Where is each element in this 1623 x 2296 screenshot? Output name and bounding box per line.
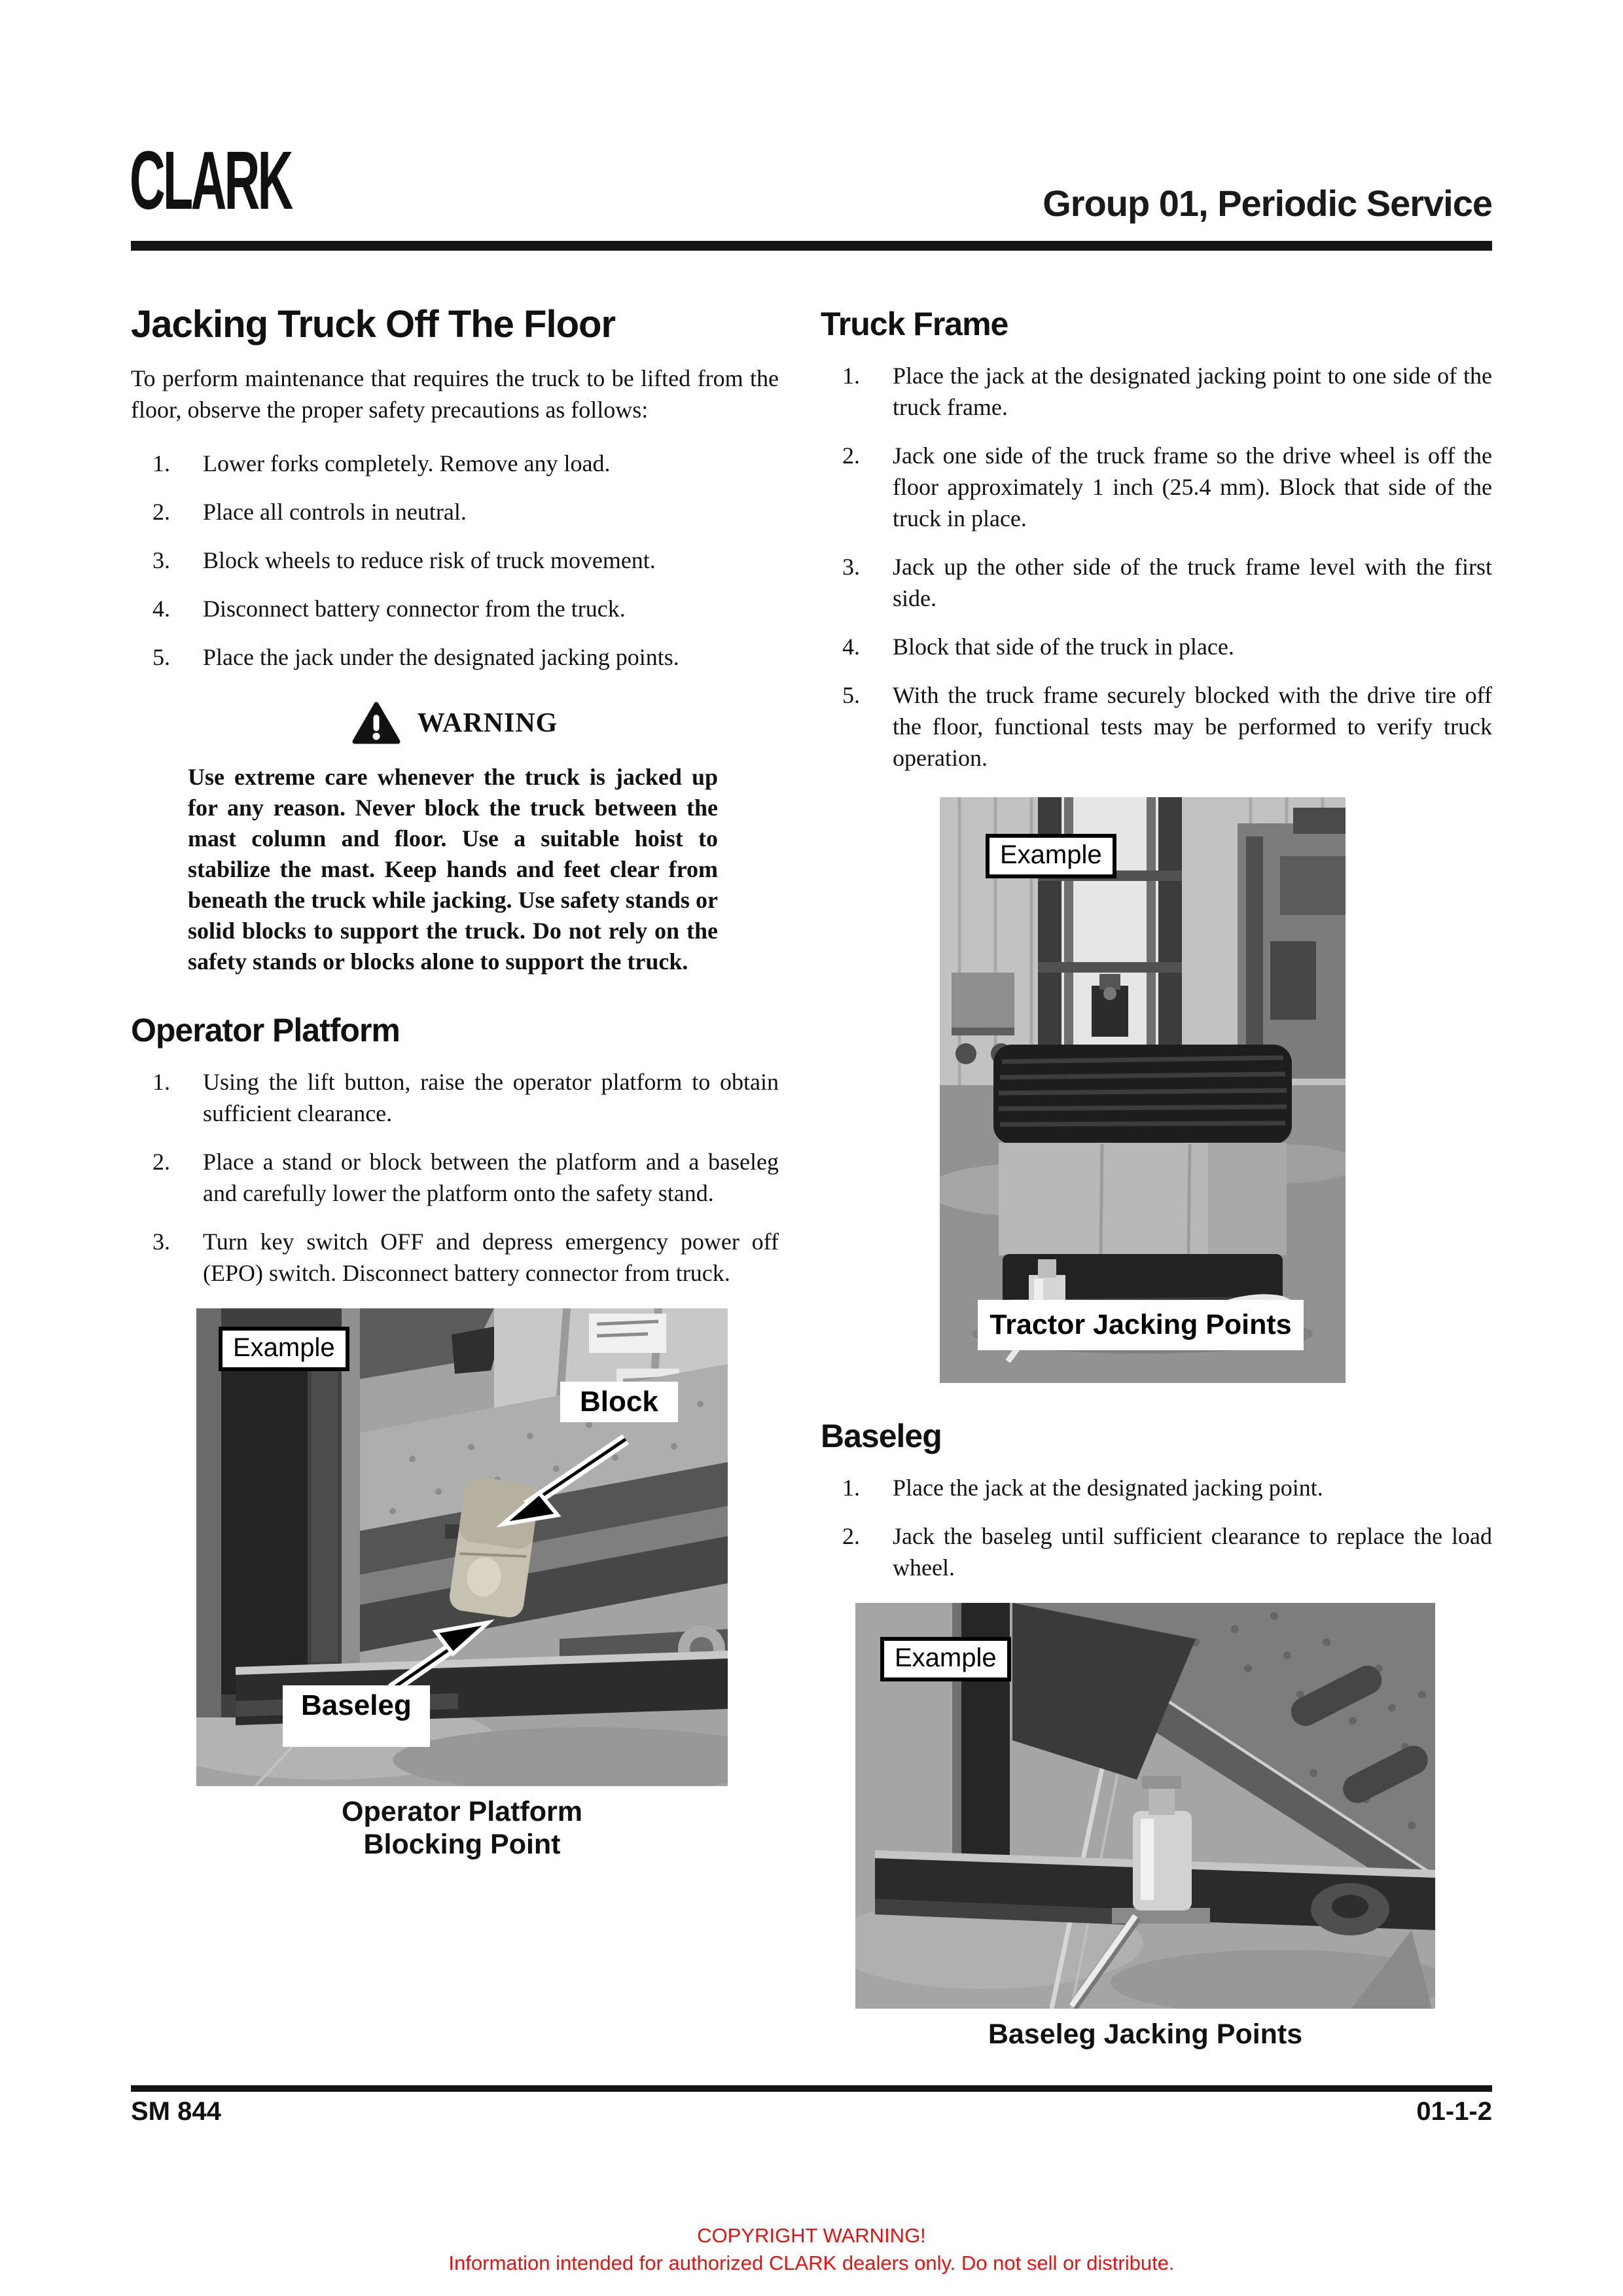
baseleg-label: Baseleg <box>283 1685 430 1747</box>
copyright-warning-line2: Information intended for authorized CLARK dealers only. Do not sell or distribute. <box>448 2251 1175 2274</box>
list-item <box>131 448 779 479</box>
intro-paragraph: To perform maintenance that requires the truck to be lifted from the floor, observe the proper safety precautions as follows: <box>131 365 779 423</box>
list-item-text: Place the jack at the designated jacking point to one side of the truck frame. <box>893 363 1492 420</box>
warning-label: WARNING <box>417 708 558 738</box>
footer-page-code: 01-1-2 <box>1416 2097 1492 2126</box>
figure-caption: Baseleg Jacking Points <box>988 2018 1303 2050</box>
operator-platform-photo-drawing <box>196 1308 728 1786</box>
footer-doc-code: SM 844 <box>131 2097 221 2126</box>
list-item-text: Place a stand or block between the platform and a baseleg and carefully lower the platform onto the safety stand. <box>203 1149 779 1206</box>
jacking-steps-list <box>131 448 779 673</box>
list-item <box>131 496 779 528</box>
list-item-text: Disconnect battery connector from the truck. <box>203 596 626 622</box>
page-header-title: Group 01, Periodic Service <box>1043 183 1492 224</box>
list-item-text: Using the lift button, raise the operator platform to obtain sufficient clearance. <box>203 1069 779 1126</box>
list-item-text: Block that side of the truck in place. <box>893 634 1234 660</box>
list-number: 3. <box>152 1229 170 1255</box>
warning-text: Use extreme care whenever the truck is jacked up for any reason. Never block the truck between the mast column and floor. Use a suitable hoist to stabilize the mast. Keep hands and feet clear from beneath the truck while jacking. Use safety stands or solid blocks to support the truck. Do not rely on the safety stands or blocks alone to support the truck. <box>188 764 718 975</box>
footer-rule <box>131 2085 1492 2092</box>
baseleg-jacking-photo <box>855 1603 1435 2009</box>
list-item-text: Block wheels to reduce risk of truck movement. <box>203 547 656 573</box>
list-item <box>131 1226 779 1289</box>
list-number: 4. <box>842 634 860 660</box>
list-item-text: Place the jack at the designated jacking point. <box>893 1475 1323 1501</box>
operator-platform-photo <box>196 1308 728 1786</box>
list-number: 5. <box>842 682 860 708</box>
list-item-text: Place all controls in neutral. <box>203 499 467 525</box>
section-title-operator-platform: Operator Platform <box>131 1012 400 1049</box>
example-tag: Example <box>880 1637 1011 1681</box>
tractor-caption-box: Tractor Jacking Points <box>978 1300 1304 1350</box>
list-number: 1. <box>842 363 860 389</box>
list-item-text: Turn key switch OFF and depress emergency power off (EPO) switch. Disconnect battery connector from truck. <box>203 1229 779 1286</box>
list-item-text: With the truck frame securely blocked with the drive tire off the floor, functional tests may be performed to verify truck operation. <box>893 682 1492 771</box>
figure-caption: Operator Platform Blocking Point <box>342 1796 582 1860</box>
warning-header <box>131 702 779 745</box>
list-item <box>821 631 1492 662</box>
block-label: Block <box>560 1382 678 1422</box>
list-item <box>821 679 1492 774</box>
baseleg-steps-list <box>821 1472 1492 1583</box>
example-tag: Example <box>219 1327 349 1371</box>
tractor-photo-drawing <box>940 797 1346 1383</box>
list-number: 1. <box>152 1069 170 1095</box>
list-item <box>131 641 779 673</box>
section-title-baseleg: Baseleg <box>821 1418 942 1454</box>
list-item <box>131 1066 779 1129</box>
list-item <box>131 593 779 624</box>
warning-triangle-icon <box>352 702 401 745</box>
tractor-jacking-photo <box>940 797 1346 1383</box>
list-item <box>821 440 1492 534</box>
list-number: 2. <box>152 1149 170 1175</box>
section-title-truck-frame: Truck Frame <box>821 306 1008 342</box>
list-item <box>821 1520 1492 1583</box>
copyright-warning-line1: COPYRIGHT WARNING! <box>697 2224 926 2247</box>
left-column <box>131 242 779 1861</box>
list-number: 3. <box>842 554 860 580</box>
list-item <box>131 545 779 576</box>
list-number: 2. <box>842 442 860 469</box>
list-item <box>131 1146 779 1209</box>
truck-frame-steps-list <box>821 360 1492 774</box>
list-number: 1. <box>842 1475 860 1501</box>
operator-platform-steps-list <box>131 1066 779 1289</box>
list-item-text: Jack one side of the truck frame so the drive wheel is off the floor approximately 1 inch (25.4 mm). Block that side of the truck in place. <box>893 442 1492 531</box>
list-item-text: Lower forks completely. Remove any load. <box>203 450 611 476</box>
list-number: 1. <box>152 450 170 476</box>
example-tag: Example <box>986 834 1116 878</box>
clark-logo: CLARK <box>130 134 291 226</box>
list-item <box>821 360 1492 423</box>
right-column <box>821 242 1492 2051</box>
list-item-text: Place the jack under the designated jacking points. <box>203 644 679 670</box>
list-number: 2. <box>842 1523 860 1549</box>
list-number: 3. <box>152 547 170 573</box>
section-title-jacking: Jacking Truck Off The Floor <box>131 303 616 346</box>
list-number: 2. <box>152 499 170 525</box>
list-number: 4. <box>152 596 170 622</box>
list-item <box>821 1472 1492 1503</box>
list-number: 5. <box>152 644 170 670</box>
list-item-text: Jack up the other side of the truck frame level with the first side. <box>893 554 1492 611</box>
list-item <box>821 551 1492 614</box>
list-item-text: Jack the baseleg until sufficient clearance to replace the load wheel. <box>893 1523 1492 1581</box>
